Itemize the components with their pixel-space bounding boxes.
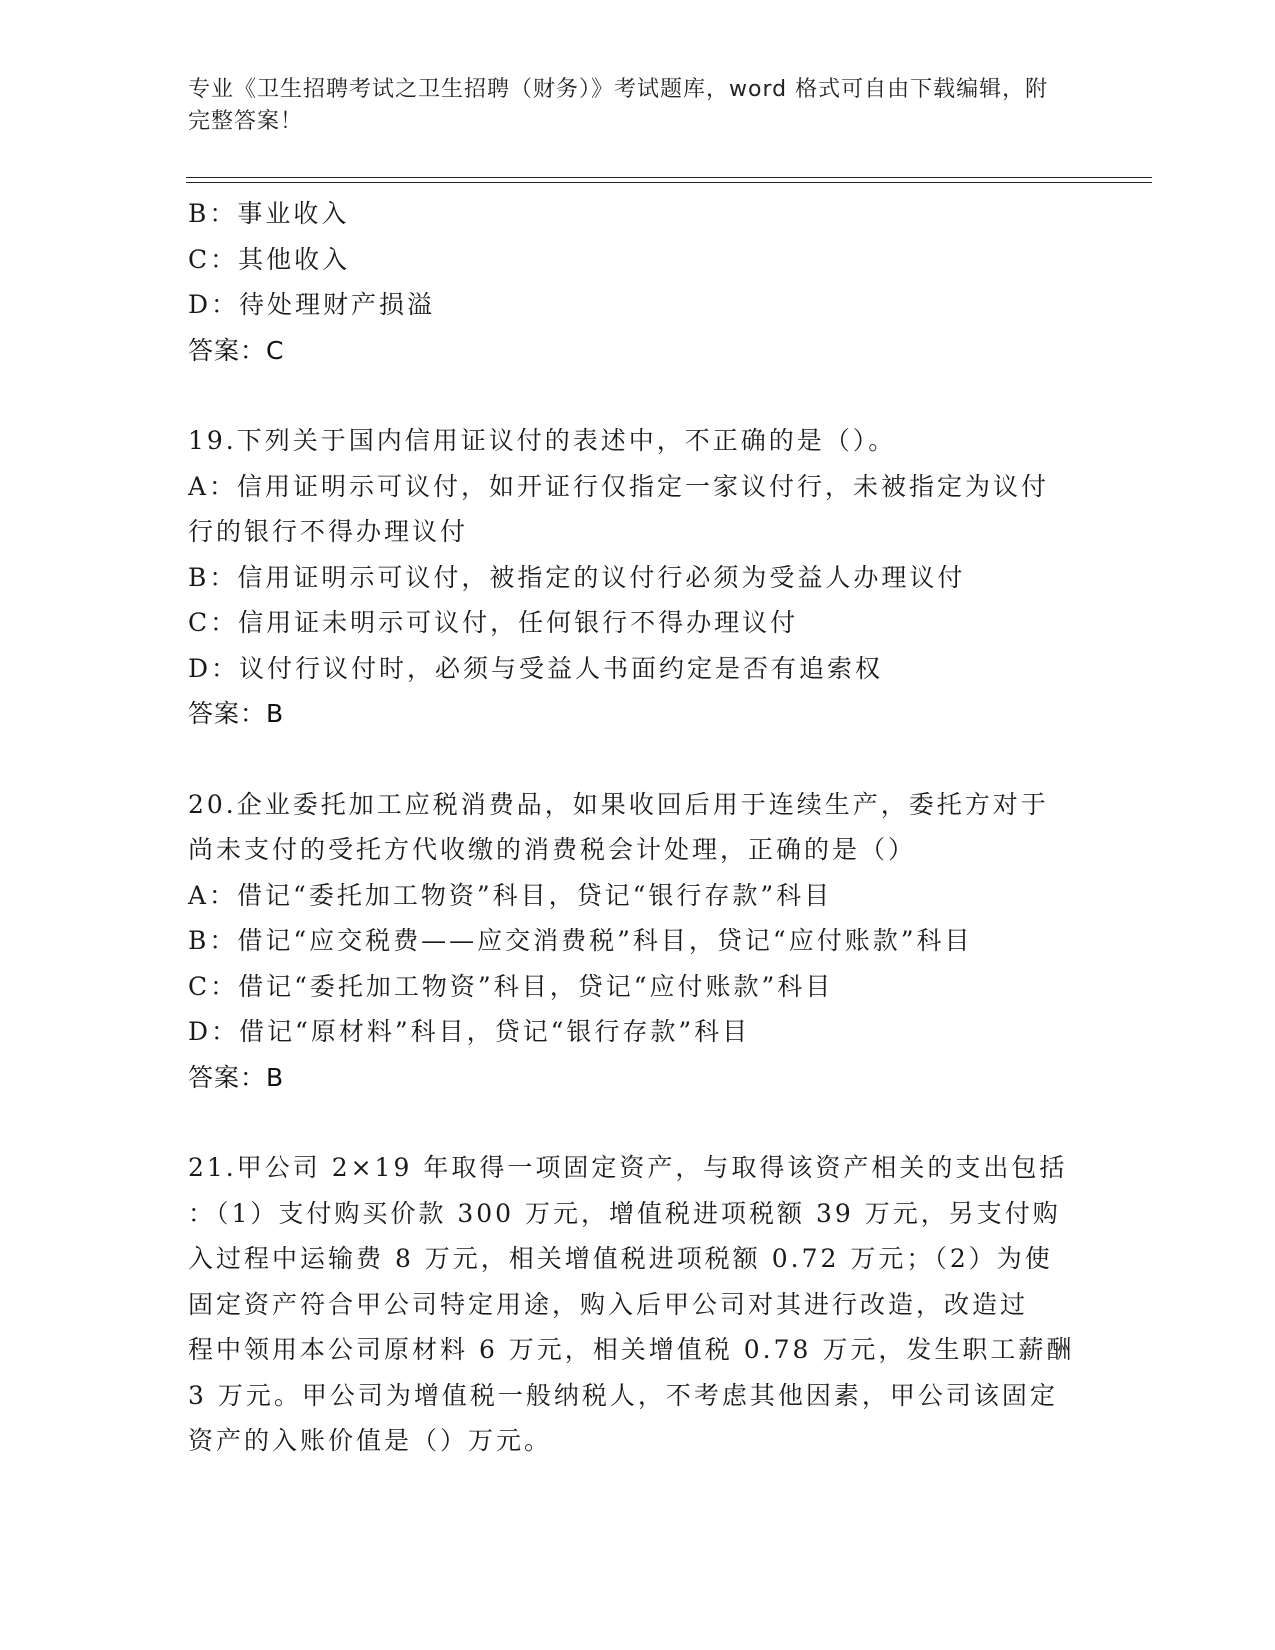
question-20 [188,782,1088,1101]
q19-stem: 19.下列关于国内信用证议付的表述中，不正确的是（）。 [188,426,897,455]
q19-option-a-line2: 行的银行不得办理议付 [188,517,469,546]
q21-stem-line5: 程中领用本公司原材料 6 万元，相关增值税 0.78 万元，发生职工薪酬 [188,1335,1075,1364]
header-rule-top [186,177,1152,178]
q20-option-b: B：借记“应交税费——应交消费税”科目，贷记“应付账款”科目 [188,926,973,955]
q19-answer: 答案：B [188,699,285,728]
q19-option-a-line1: A：信用证明示可议付，如开证行仅指定一家议付行，未被指定为议付 [188,471,1050,501]
q21-stem-line1: 21.甲公司 2×19 年取得一项固定资产，与取得该资产相关的支出包括 [188,1153,1068,1182]
q21-stem-line3: 入过程中运输费 8 万元，相关增值税进项税额 0.72 万元；（2）为使 [188,1244,1053,1273]
question-content [188,191,1088,1464]
spacer [188,373,1088,418]
question-18 [188,191,1088,373]
q21-stem-line4: 固定资产符合甲公司特定用途，购入后甲公司对其进行改造，改造过 [188,1289,1029,1319]
q18-option-d: D：待处理财产损溢 [188,290,436,319]
q19-option-b: B：信用证明示可议付，被指定的议付行必须为受益人办理议付 [188,562,966,592]
q20-option-a: A：借记“委托加工物资”科目，贷记“银行存款”科目 [188,880,833,910]
page-header: 专业《卫生招聘考试之卫生招聘（财务）》考试题库，word 格式可自由下载编辑，附完整答案！ [188,77,1049,134]
q18-answer: 答案：C [188,335,285,365]
spacer [188,1100,1088,1145]
q21-stem-line2: ：（1）支付购买价款 300 万元，增值税进项税额 39 万元，另支付购 [188,1198,1061,1228]
q18-option-c: C：其他收入 [188,244,351,274]
spacer [188,737,1088,782]
q20-stem-line1: 20.企业委托加工应税消费品，如果收回后用于连续生产，委托方对于 [188,789,1049,819]
header-rule-bottom [186,182,1152,183]
q20-stem-line2: 尚未支付的受托方代收缴的消费税会计处理，正确的是（） [188,835,917,864]
q20-answer: 答案：B [188,1062,285,1092]
q19-option-c: C：信用证未明示可议付，任何银行不得办理议付 [188,608,799,637]
q18-option-b: B：事业收入 [188,199,350,228]
question-19 [188,418,1088,737]
q21-stem-line6: 3 万元。甲公司为增值税一般纳税人，不考虑其他因素，甲公司该固定 [188,1380,1058,1410]
q21-stem-line7: 资产的入账价值是（）万元。 [188,1426,553,1455]
question-21 [188,1145,1088,1464]
q20-option-d: D：借记“原材料”科目，贷记“银行存款”科目 [188,1017,751,1046]
q19-option-d: D：议付行议付时，必须与受益人书面约定是否有追索权 [188,653,884,683]
q20-option-c: C：借记“委托加工物资”科目，贷记“应付账款”科目 [188,971,834,1001]
